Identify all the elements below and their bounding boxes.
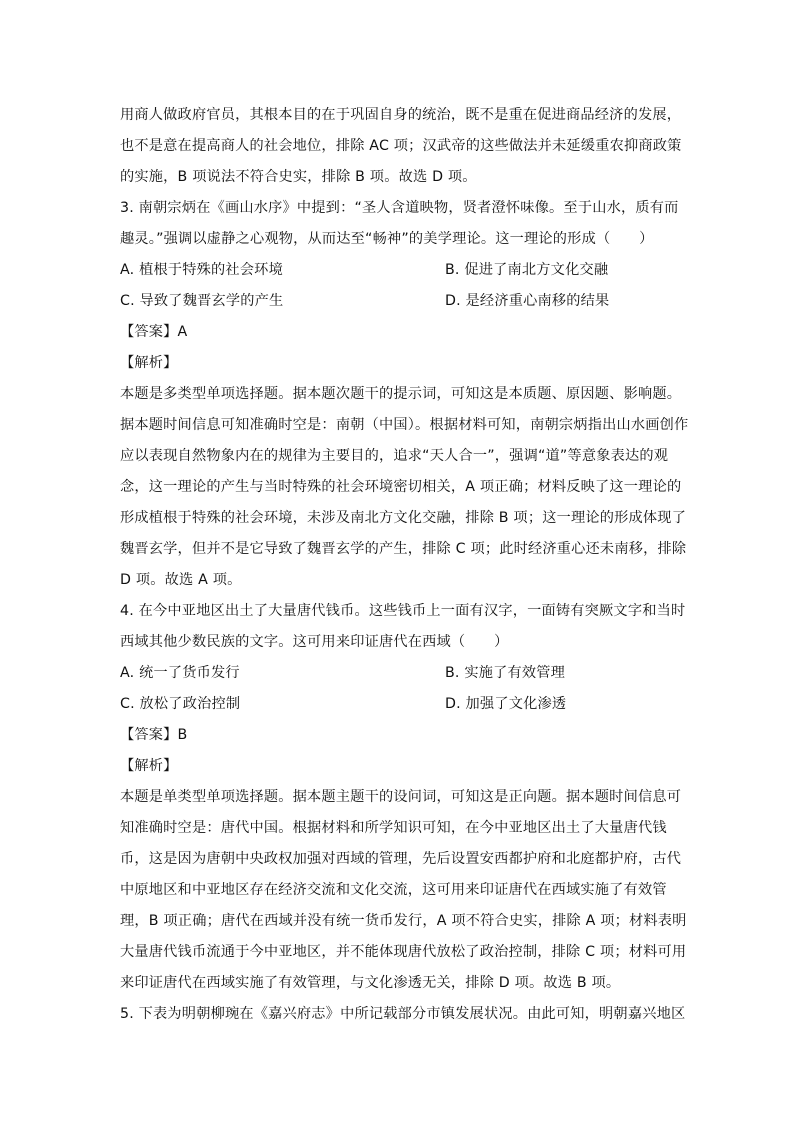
analysis-line: 币，这是因为唐朝中央政权加强对西域的管理，先后设置安西都护府和北庭都护府，古代 (120, 851, 682, 867)
analysis-line: 知准确时空是：唐代中国。根据材料和所学知识可知，在今中亚地区出土了大量唐代钱 (120, 820, 667, 836)
question-stem-line: 5. 下表为明朝柳琬在《嘉兴府志》中所记载部分市镇发展状况。由此可知，明朝嘉兴地区 (120, 1006, 686, 1022)
options-row (120, 286, 676, 317)
analysis-line: 本题是多类型单项选择题。据本题次题干的提示词，可知这是本质题、原因题、影响题。 (120, 386, 682, 402)
analysis-line: 念，这一理论的产生与当时特殊的社会环境密切相关，A 项正确；材料反映了这一理论的 (120, 479, 682, 495)
analysis-label: 【解析】 (120, 355, 178, 371)
analysis-line: 来印证唐代在西域实施了有效管理，与文化渗透无关，排除 D 项。故选 B 项。 (120, 975, 621, 991)
question-stem-line: 西域其他少数民族的文字。这可用来印证唐代在西域（ ） (120, 634, 509, 650)
option-b: B. 实施了有效管理 (445, 665, 566, 681)
options-row (120, 255, 676, 286)
option-c: C. 放松了政治控制 (120, 696, 241, 712)
question-3 (120, 193, 689, 596)
question-stem-line: 趣灵。”强调以虚静之心观物，从而达至“畅神”的美学理论。这一理论的形成（ ） (120, 231, 654, 247)
question-5 (120, 999, 686, 1030)
answer-label: 【答案】A (120, 324, 188, 340)
option-d: D. 是经济重心南移的结果 (445, 293, 610, 309)
text-line: 的实施，B 项说法不符合史实，排除 B 项。故选 D 项。 (120, 169, 477, 185)
page-content (120, 100, 689, 1030)
analysis-line: D 项。故选 A 项。 (120, 572, 242, 588)
text-line: 用商人做政府官员，其根本目的在于巩固自身的统治，既不是重在促进商品经济的发展， (120, 107, 682, 123)
analysis-label: 【解析】 (120, 758, 178, 774)
analysis-line: 本题是单类型单项选择题。据本题主题干的设问词，可知这是正向题。据本题时间信息可 (120, 789, 682, 805)
question-stem-line: 4. 在今中亚地区出土了大量唐代钱币。这些钱币上一面有汉字，一面铸有突厥文字和当时 (120, 603, 686, 619)
analysis-line: 大量唐代钱币流通于今中亚地区，并不能体现唐代放松了政治控制，排除 C 项；材料可用 (120, 944, 687, 960)
answer-label: 【答案】B (120, 727, 188, 743)
previous-analysis (120, 100, 682, 193)
options-row (120, 689, 676, 720)
option-a: A. 统一了货币发行 (120, 665, 240, 681)
option-a: A. 植根于特殊的社会环境 (120, 262, 283, 278)
text-line: 也不是意在提高商人的社会地位，排除 AC 项；汉武帝的这些做法并未延缓重农抑商政策 (120, 138, 682, 154)
question-4 (120, 596, 687, 999)
analysis-line: 应以表现自然物象内在的规律为主要目的，追求“天人合一”，强调“道”等意象表达的观 (120, 448, 669, 464)
analysis-line: 据本题时间信息可知准确时空是：南朝（中国）。根据材料可知，南朝宗炳指出山水画创作 (120, 417, 689, 433)
options-row (120, 658, 676, 689)
question-stem-line: 3. 南朝宗炳在《画山水序》中提到：“圣人含道映物，贤者澄怀味像。至于山水，质有而 (120, 200, 679, 216)
option-d: D. 加强了文化渗透 (445, 696, 567, 712)
analysis-line: 魏晋玄学，但并不是它导致了魏晋玄学的产生，排除 C 项；此时经济重心还未南移，排除 (120, 541, 687, 557)
option-b: B. 促进了南北方文化交融 (445, 262, 609, 278)
option-c: C. 导致了魏晋玄学的产生 (120, 293, 284, 309)
analysis-line: 形成植根于特殊的社会环境，未涉及南北方文化交融，排除 B 项；这一理论的形成体现了 (120, 510, 687, 526)
analysis-line: 中原地区和中亚地区存在经济交流和文化交流，这可用来印证唐代在西域实施了有效管 (120, 882, 667, 898)
analysis-line: 理，B 项正确；唐代在西域并没有统一货币发行，A 项不符合史实，排除 A 项；材料表明 (120, 913, 687, 929)
